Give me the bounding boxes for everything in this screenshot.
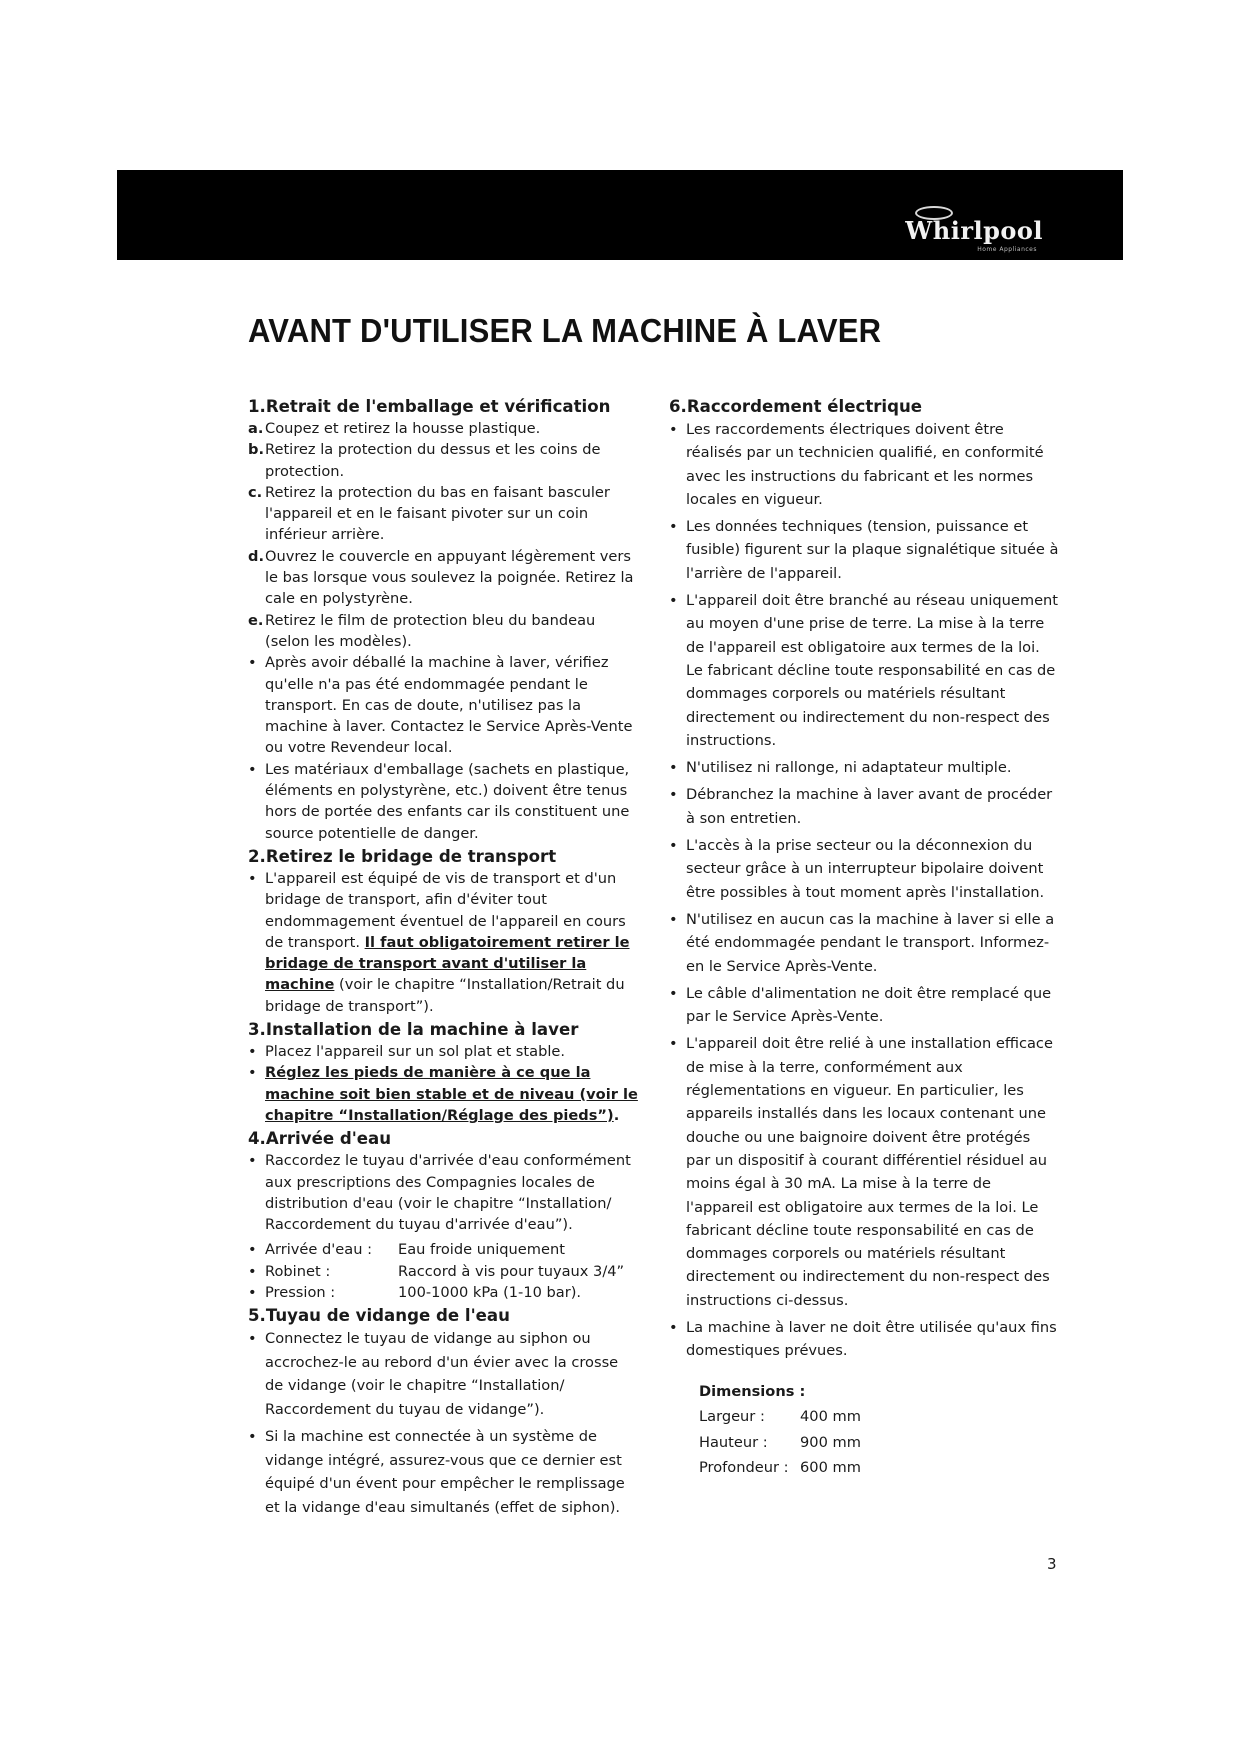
list-marker: d. [248, 547, 264, 565]
dimension-label: Largeur : [699, 1408, 765, 1426]
bullet-icon: • [248, 1241, 257, 1259]
spec-label: Arrivée d'eau : [265, 1241, 373, 1259]
section-heading: 2.Retirez le bridage de transport [248, 846, 557, 866]
item-text: Le câble d'alimentation ne doit être remplacé que par le Service Après-Vente. [686, 984, 1052, 1026]
bullet-icon: • [669, 759, 678, 777]
bullet-icon: • [248, 1064, 257, 1082]
list-item [669, 1316, 1059, 1363]
spec-value: 100-1000 kPa (1-10 bar). [398, 1283, 582, 1301]
dimension-value: 600 mm [800, 1459, 861, 1477]
dimension-value: 400 mm [800, 1408, 861, 1426]
bullet-icon: • [248, 1152, 257, 1170]
item-text: La machine à laver ne doit être utilisée qu'aux fins domestiques prévues. [686, 1318, 1057, 1360]
list-item [248, 1062, 640, 1126]
list-item [669, 982, 1059, 1029]
list-item [248, 1041, 640, 1062]
list-item [248, 652, 640, 758]
item-text: Coupez et retirez la housse plastique. [265, 420, 541, 437]
bullet-icon: • [248, 760, 257, 778]
item-text: Connectez le tuyau de vidange au siphon ou accrochez-le au rebord d'un évier avec la crosse de vidange (voir le chapitre “Installation/ Raccordement du tuyau de vidange”). [265, 1330, 619, 1418]
list-item [248, 868, 640, 1017]
spec-label: Pression : [265, 1283, 336, 1301]
section-heading: 6.Raccordement électrique [669, 397, 923, 416]
list-item [248, 1327, 640, 1421]
bullet-icon: • [669, 786, 678, 804]
bullet-icon: • [248, 654, 257, 672]
section-electrique [669, 396, 1059, 1363]
spec-value: Eau froide uniquement [398, 1241, 565, 1259]
item-text: . [613, 1106, 620, 1124]
item-text: Placez l'appareil sur un sol plat et stable. [265, 1043, 566, 1061]
bullet-icon: • [669, 592, 678, 610]
dimension-label: Profondeur : [699, 1459, 789, 1477]
section-emballage [248, 396, 640, 844]
list-item [669, 908, 1059, 978]
item-text: Les matériaux d'emballage (sachets en plastique, éléments en polystyrène, etc.) doivent être tenus hors de portée des enfants car ils constituent une source potentielle de danger. [265, 760, 630, 842]
item-text: N'utilisez ni rallonge, ni adaptateur multiple. [686, 759, 1012, 777]
item-text: Retirez la protection du dessus et les coins de protection. [265, 441, 601, 480]
spec-row [248, 1282, 640, 1303]
left-column [248, 396, 640, 1521]
item-text: Les données techniques (tension, puissance et fusible) figurent sur la plaque signalétique située à l'arrière de l'appareil. [686, 518, 1059, 582]
list-marker: c. [248, 483, 263, 501]
list-item [669, 1032, 1059, 1312]
bullet-icon: • [248, 1043, 257, 1061]
bullet-icon: • [248, 869, 257, 887]
bullet-icon: • [669, 837, 678, 855]
list-item [248, 1150, 640, 1235]
dimension-row [699, 1455, 1059, 1481]
list-item [248, 482, 640, 546]
list-item [248, 439, 640, 482]
item-text: Raccordez le tuyau d'arrivée d'eau conformément aux prescriptions des Compagnies locales de distribution d'eau (voir le chapitre “Installation/ Raccordement du tuyau d'arrivée d'eau”). [265, 1152, 631, 1234]
brand-logo: Whirlpool [905, 216, 1043, 245]
bullet-icon: • [669, 1318, 678, 1336]
right-column [669, 396, 1059, 1481]
section-heading: 1.Retrait de l'emballage et vérification [248, 397, 611, 416]
list-item [669, 756, 1059, 779]
item-text: L'appareil est équipé de vis de transport et d'un bridage de transport, afin d'éviter tout endommagement éventuel de l'appareil en cours de transport. [265, 869, 626, 951]
dimension-row [699, 1404, 1059, 1430]
item-text: L'appareil doit être relié à une installation efficace de mise à la terre, conformément aux réglementations en vigueur. En particulier, les appareils installés dans les locaux contenant une douche ou une baignoire doivent être protégés par un dispositif à courant différentiel résiduel au moins égal à 30 mA. La mise à la terre de l'appareil est obligatoire aux termes de la loi. Le fabricant décline toute responsabilité en cas de dommages corporels ou matériels résultant directement ou indirectement du non-respect des instructions ci-dessus. [686, 1035, 1053, 1309]
section-arrivee-eau [248, 1128, 640, 1303]
section-heading: 3.Installation de la machine à laver [248, 1020, 579, 1040]
bullet-icon: • [669, 1035, 678, 1053]
dimension-label: Hauteur : [699, 1433, 768, 1451]
item-text: L'accès à la prise secteur ou la déconnexion du secteur grâce à un interrupteur bipolaire doivent être possibles à tout moment après l'installation. [686, 837, 1045, 901]
bullet-icon: • [669, 518, 678, 536]
bullet-icon: • [248, 1428, 257, 1446]
item-text: Retirez le film de protection bleu du bandeau (selon les modèles). [265, 611, 596, 650]
warning-text: Réglez les pieds de manière à ce que la machine soit bien stable et de niveau (voir le chapitre “Installation/Réglage des pieds”) [265, 1064, 638, 1124]
list-marker: a. [248, 420, 264, 437]
item-text: Débranchez la machine à laver avant de procéder à son entretien. [686, 786, 1053, 827]
item-text: Ouvrez le couvercle en appuyant légèrement vers le bas lorsque vous soulevez la poignée. Retirez la cale en polystyrène. [265, 547, 634, 608]
spec-label: Robinet : [265, 1262, 331, 1280]
item-text: L'appareil doit être branché au réseau uniquement au moyen d'une prise de terre. La mise à la terre de l'appareil est obligatoire aux termes de la loi. Le fabricant décline toute responsabilité en cas de dommages corporels ou matériels résultant directement ou indirectement du non-respect des instructions. [686, 592, 1059, 749]
bullet-icon: • [248, 1330, 257, 1348]
item-text: Si la machine est connectée à un système de vidange intégré, assurez-vous que ce dernier est équipé d'un évent pour empêcher le remplissage et la vidange d'eau simultanés (effet de siphon). [265, 1428, 625, 1516]
bullet-icon: • [669, 421, 678, 438]
warning-text: Il faut obligatoirement retirer le bridage de transport avant d'utiliser la machine [265, 933, 630, 994]
bullet-icon: • [669, 984, 678, 1002]
dimension-row [699, 1430, 1059, 1456]
bullet-icon: • [669, 910, 678, 928]
page-number: 3 [1047, 1555, 1057, 1573]
spec-row [248, 1261, 640, 1282]
list-item [248, 1425, 640, 1519]
item-text: Après avoir déballé la machine à laver, vérifiez qu'elle n'a pas été endommagée pendant le transport. En cas de doute, n'utilisez pas la machine à laver. Contactez le Service Après-Vente ou votre Revendeur local. [265, 654, 633, 757]
item-text: (voir le chapitre “Installation/Retrait du bridage de transport”). [265, 976, 625, 1015]
item-text: N'utilisez en aucun cas la machine à laver si elle a été endommagée pendant le transport. Informez-en le Service Après-Vente. [686, 910, 1055, 975]
list-item [669, 834, 1059, 904]
spec-row [248, 1239, 640, 1260]
section-vidange [248, 1305, 640, 1519]
section-bridage [248, 846, 640, 1017]
section-heading: 4.Arrivée d'eau [248, 1129, 392, 1149]
list-item [669, 589, 1059, 752]
bullet-icon: • [248, 1262, 257, 1280]
dimensions-title: Dimensions : [699, 1382, 806, 1400]
dimensions-block [699, 1379, 1059, 1481]
list-item [669, 515, 1059, 585]
list-item [669, 418, 1059, 511]
bullet-icon: • [248, 1283, 257, 1301]
section-installation [248, 1019, 640, 1126]
list-item [248, 418, 640, 439]
item-text: Retirez la protection du bas en faisant basculer l'appareil et en le faisant pivoter sur un coin inférieur arrière. [265, 483, 610, 544]
dimension-value: 900 mm [800, 1433, 861, 1451]
list-item [248, 610, 640, 653]
spec-value: Raccord à vis pour tuyaux 3/4” [398, 1262, 625, 1280]
list-marker: b. [248, 441, 264, 459]
list-item [669, 783, 1059, 830]
brand-tagline: Home Appliances [977, 246, 1037, 253]
item-text: Les raccordements électriques doivent être réalisés par un technicien qualifié, en conformité avec les instructions du fabricant et les normes locales en vigueur. [686, 421, 1044, 508]
page-title: AVANT D'UTILISER LA MACHINE À LAVER [248, 312, 882, 349]
list-item [248, 546, 640, 610]
list-item [248, 759, 640, 844]
section-heading: 5.Tuyau de vidange de l'eau [248, 1306, 510, 1326]
header-band [117, 170, 1123, 260]
list-marker: e. [248, 611, 264, 629]
